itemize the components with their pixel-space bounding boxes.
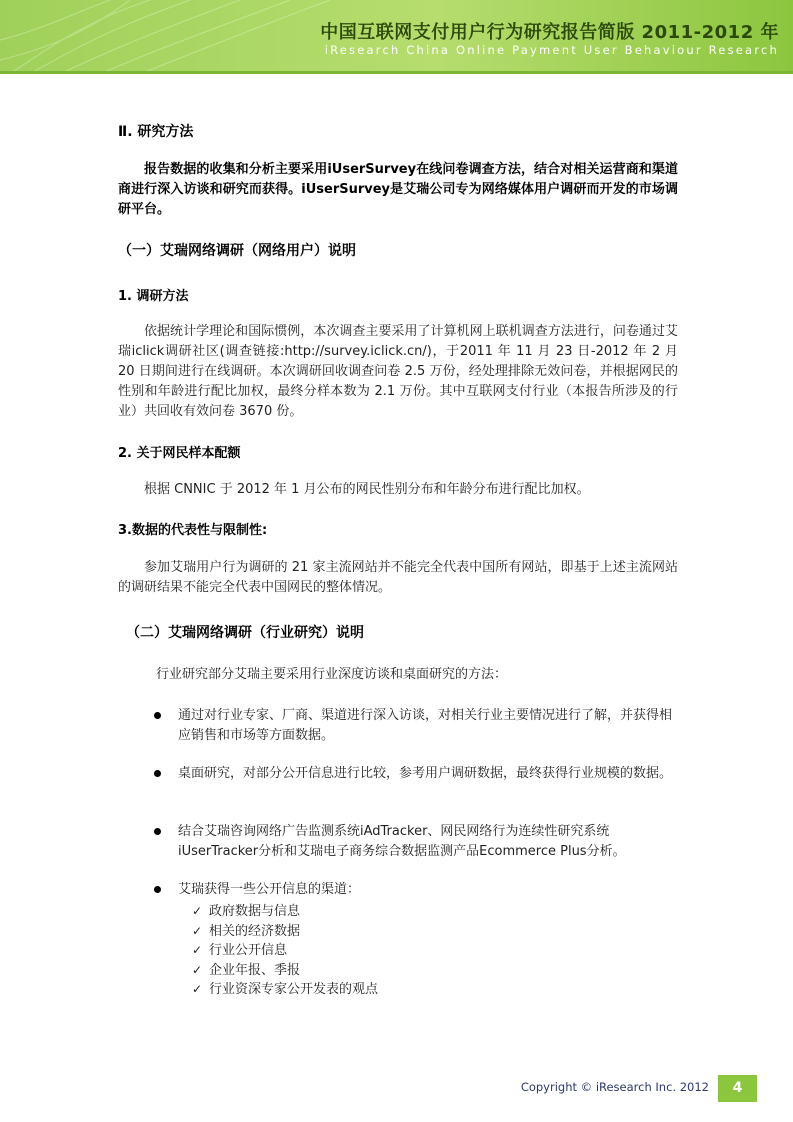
- part2-intro: 行业研究部分艾瑞主要采用行业深度访谈和桌面研究的方法：: [156, 667, 508, 682]
- bullet-item: [178, 880, 678, 1000]
- part1-sub1-text: 依据统计学理论和国际惯例，本次调查主要采用了计算机网上联机调查方法进行，问卷通过艾瑞iclick调研社区(调查链接:http://survey.iclick.cn/)，于2011 年 11 月 23 日-2012 年 2 月 20 日期间进行在线调研。本次调研回收调查问卷 2.5 万份，经处理排除无效问卷，并根据网民的性别和年龄进行配比加权，最终分样本数为 2.1 万份。其中互联网支付行业（本报告所涉及的行业）共回收有效问卷 3670 份。: [118, 324, 678, 419]
- page-number-badge: 4: [718, 1075, 757, 1102]
- bullet-text: 艾瑞获得一些公开信息的渠道：: [178, 882, 361, 897]
- part1-title: （一）艾瑞网络调研（网络用户）说明: [118, 243, 356, 259]
- bullet-dot-icon: [154, 712, 161, 719]
- checkmark-icon: ✓: [192, 943, 203, 957]
- section-title: Ⅱ. 研究方法: [118, 124, 194, 140]
- bullet-dot-icon: [154, 886, 161, 893]
- bullet-dot-icon: [154, 828, 161, 835]
- checkmark-icon: ✓: [192, 904, 203, 918]
- checkmark-icon: ✓: [192, 923, 203, 938]
- check-list-item: ✓ 行业资深专家公开发表的观点: [192, 980, 678, 1000]
- bullet-item: [178, 764, 678, 784]
- check-list-item: ✓ 企业年报、季报: [192, 961, 678, 981]
- part2-title: （二）艾瑞网络调研（行业研究）说明: [126, 625, 364, 641]
- header-title: 中国互联网支付用户行为研究报告简版 2011-2012 年: [320, 22, 779, 43]
- check-list-item: ✓ 行业公开信息: [192, 941, 678, 961]
- intro-paragraph: 报告数据的收集和分析主要采用iUserSurvey在线问卷调查方法，结合对相关运营商和渠道商进行深入访谈和研究而获得。iUserSurvey是艾瑞公司专为网络媒体用户调研而开发的市场调研平台。: [118, 162, 678, 217]
- bullet-text: 通过对行业专家、厂商、渠道进行深入访谈，对相关行业主要情况进行了解，并获得相应销售和市场等方面数据。: [178, 708, 673, 743]
- part1-sub2-text: 根据 CNNIC 于 2012 年 1 月公布的网民性别分布和年龄分布进行配比加权。: [144, 482, 590, 497]
- bullet-item: [178, 822, 678, 862]
- checkmark-icon: ✓: [192, 982, 203, 996]
- page-header: [0, 0, 793, 74]
- checkmark-icon: ✓: [192, 962, 203, 977]
- bullet-text: 结合艾瑞咨询网络广告监测系统iAdTracker、网民网络行为连续性研究系统iUserTracker分析和艾瑞电子商务综合数据监测产品Ecommerce Plus分析。: [178, 824, 626, 859]
- check-list-item: ✓ 政府数据与信息: [192, 902, 678, 922]
- footer-copyright: Copyright © iResearch Inc. 2012: [520, 1080, 709, 1094]
- bullet-dot-icon: [154, 770, 161, 777]
- channel-check-list: [192, 902, 678, 1000]
- header-subtitle: iResearch China Online Payment User Behaviour Research: [324, 43, 779, 57]
- part1-sub2-title: 2. 关于网民样本配额: [118, 446, 241, 461]
- part1-sub3-text: 参加艾瑞用户行为调研的 21 家主流网站并不能完全代表中国所有网站，即基于上述主流网站的调研结果不能完全代表中国网民的整体情况。: [118, 560, 678, 595]
- bullet-item: [178, 706, 678, 746]
- check-list-item: ✓ 相关的经济数据: [192, 922, 678, 942]
- bullet-text: 桌面研究，对部分公开信息进行比较，参考用户调研数据，最终获得行业规模的数据。: [178, 766, 673, 781]
- part1-sub1-title: 1. 调研方法: [118, 289, 189, 304]
- part1-sub3-title: 3.数据的代表性与限制性:: [118, 523, 268, 538]
